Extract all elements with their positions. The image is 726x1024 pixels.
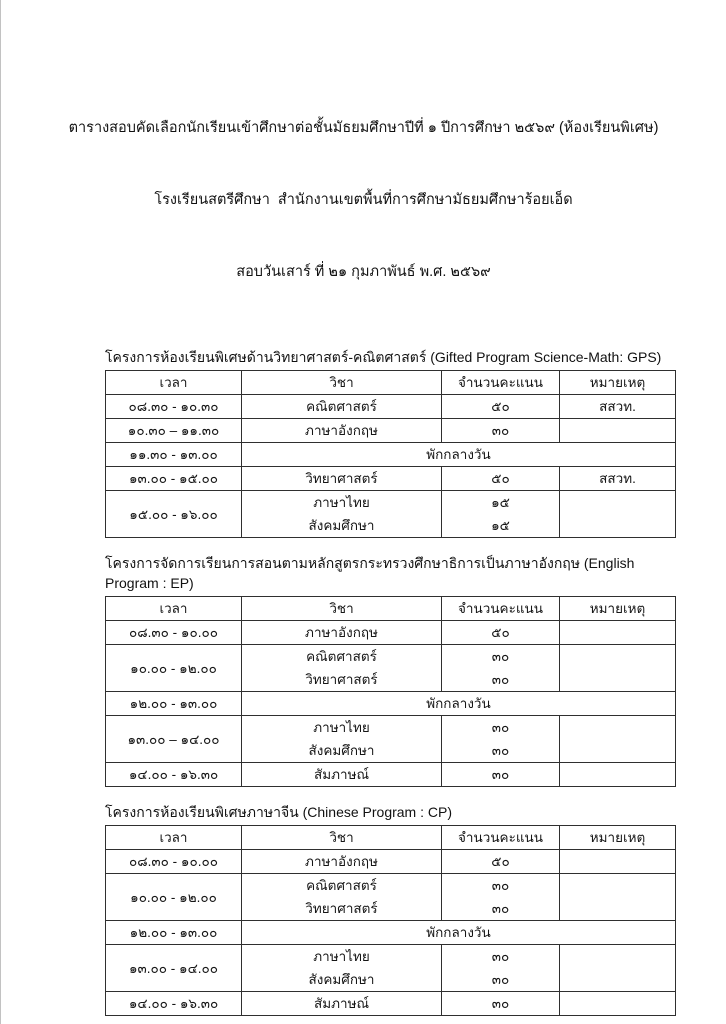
table-header — [106, 597, 676, 621]
subject-line: คณิตศาสตร์ — [306, 399, 377, 414]
subject-cell — [242, 621, 442, 645]
score-cell — [442, 992, 560, 1016]
time-cell: ๑๔.๐๐ - ๑๖.๓๐ — [106, 992, 242, 1016]
program-table — [105, 370, 676, 538]
subject-line: ภาษาอังกฤษ — [305, 625, 378, 640]
score-cell — [442, 716, 560, 763]
score-line: ๓๐ — [491, 720, 510, 735]
remark-cell: สสวท. — [560, 395, 676, 419]
column-header: จำนวนคะแนน — [442, 597, 560, 621]
remark-cell — [560, 645, 676, 692]
table-row — [106, 874, 676, 921]
subject-line: ภาษาอังกฤษ — [305, 854, 378, 869]
column-header: วิชา — [242, 597, 442, 621]
time-cell: ๐๘.๓๐ - ๑๐.๐๐ — [106, 850, 242, 874]
column-header: เวลา — [106, 371, 242, 395]
time-cell: ๑๐.๐๐ - ๑๒.๐๐ — [106, 645, 242, 692]
time-cell: ๑๓.๐๐ - ๑๔.๐๐ — [106, 945, 242, 992]
table-row — [106, 645, 676, 692]
header-row — [106, 597, 676, 621]
score-cell — [442, 874, 560, 921]
column-header: หมายเหตุ — [560, 597, 676, 621]
score-line: ๓๐ — [491, 949, 510, 964]
score-line: ๓๐ — [491, 878, 510, 893]
column-header: จำนวนคะแนน — [442, 371, 560, 395]
score-line: ๑๕ — [491, 518, 510, 533]
table-row — [106, 716, 676, 763]
table-row — [106, 692, 676, 716]
lunch-break-cell: พักกลางวัน — [242, 443, 676, 467]
document-title-line-2: โรงเรียนสตรีศึกษา สำนักงานเขตพื้นที่การศึกษามัธยมศึกษาร้อยเอ็ด — [154, 192, 573, 208]
subject-line: ภาษาไทย — [313, 949, 370, 964]
table-row — [106, 850, 676, 874]
score-cell — [442, 419, 560, 443]
score-cell — [442, 945, 560, 992]
score-line: ๓๐ — [491, 743, 510, 758]
score-cell — [442, 645, 560, 692]
document-title-block — [1, 0, 726, 332]
remark-cell — [560, 763, 676, 787]
remark-cell — [560, 419, 676, 443]
time-cell: ๐๘.๓๐ - ๑๐.๓๐ — [106, 395, 242, 419]
score-cell — [442, 850, 560, 874]
score-line: ๓๐ — [491, 767, 510, 782]
subject-cell — [242, 992, 442, 1016]
subject-line: คณิตศาสตร์ — [306, 649, 377, 664]
document-title-line-1: ตารางสอบคัดเลือกนักเรียนเข้าศึกษาต่อชั้นมัธยมศึกษาปีที่ ๑ ปีการศึกษา ๒๕๖๙ (ห้องเรียนพิเศษ) — [68, 120, 659, 136]
remark-cell — [560, 621, 676, 645]
score-cell — [442, 395, 560, 419]
subject-cell — [242, 419, 442, 443]
subject-cell — [242, 945, 442, 992]
column-header: เวลา — [106, 826, 242, 850]
lunch-break-cell: พักกลางวัน — [242, 692, 676, 716]
document-body — [105, 347, 677, 1016]
time-cell: ๑๔.๐๐ - ๑๖.๓๐ — [106, 763, 242, 787]
subject-line: ภาษาอังกฤษ — [305, 423, 378, 438]
table-body — [106, 850, 676, 1016]
remark-cell — [560, 945, 676, 992]
document-title-line-3: สอบวันเสาร์ ที่ ๒๑ กุมภาพันธ์ พ.ศ. ๒๕๖๙ — [236, 264, 491, 280]
subject-line: สังคมศึกษา — [308, 743, 375, 758]
program-table — [105, 596, 676, 787]
program-caption: โครงการห้องเรียนพิเศษภาษาจีน (Chinese Program : CP) — [105, 804, 452, 820]
program-caption: โครงการห้องเรียนพิเศษด้านวิทยาศาสตร์-คณิตศาสตร์ (Gifted Program Science-Math: GPS) — [105, 349, 662, 365]
score-line: ๓๐ — [491, 996, 510, 1011]
time-cell: ๑๒.๐๐ - ๑๓.๐๐ — [106, 692, 242, 716]
score-cell — [442, 763, 560, 787]
table-header — [106, 826, 676, 850]
column-header: เวลา — [106, 597, 242, 621]
time-cell: ๐๘.๓๐ - ๑๐.๐๐ — [106, 621, 242, 645]
column-header: จำนวนคะแนน — [442, 826, 560, 850]
score-line: ๓๐ — [491, 649, 510, 664]
score-line: ๕๐ — [491, 471, 510, 486]
score-cell — [442, 621, 560, 645]
remark-cell — [560, 716, 676, 763]
table-row — [106, 992, 676, 1016]
remark-cell — [560, 491, 676, 538]
remark-cell — [560, 874, 676, 921]
score-cell — [442, 491, 560, 538]
subject-cell — [242, 467, 442, 491]
score-line: ๓๐ — [491, 972, 510, 987]
subject-cell — [242, 491, 442, 538]
header-row — [106, 371, 676, 395]
subject-line: สัมภาษณ์ — [313, 767, 370, 782]
subject-cell — [242, 395, 442, 419]
subject-line: ภาษาไทย — [313, 495, 370, 510]
time-cell: ๑๓.๐๐ – ๑๔.๐๐ — [106, 716, 242, 763]
subject-cell — [242, 645, 442, 692]
remark-cell: สสวท. — [560, 467, 676, 491]
table-row — [106, 443, 676, 467]
table-row — [106, 419, 676, 443]
table-row — [106, 467, 676, 491]
subject-line: วิทยาศาสตร์ — [305, 471, 378, 486]
table-row — [106, 763, 676, 787]
subject-line: วิทยาศาสตร์ — [305, 672, 378, 687]
score-line: ๓๐ — [491, 672, 510, 687]
time-cell: ๑๓.๐๐ - ๑๕.๐๐ — [106, 467, 242, 491]
score-line: ๕๐ — [491, 399, 510, 414]
subject-line: วิทยาศาสตร์ — [305, 901, 378, 916]
time-cell: ๑๐.๓๐ – ๑๑.๓๐ — [106, 419, 242, 443]
score-cell — [442, 467, 560, 491]
time-cell: ๑๒.๐๐ - ๑๓.๐๐ — [106, 921, 242, 945]
score-line: ๓๐ — [491, 901, 510, 916]
column-header: หมายเหตุ — [560, 371, 676, 395]
score-line: ๕๐ — [491, 854, 510, 869]
table-row — [106, 491, 676, 538]
section-gifted-program — [105, 347, 677, 538]
time-cell: ๑๕.๐๐ - ๑๖.๐๐ — [106, 491, 242, 538]
score-line: ๕๐ — [491, 625, 510, 640]
column-header: หมายเหตุ — [560, 826, 676, 850]
subject-line: สังคมศึกษา — [308, 518, 375, 533]
subject-cell — [242, 763, 442, 787]
subject-line: สังคมศึกษา — [308, 972, 375, 987]
table-header — [106, 371, 676, 395]
remark-cell — [560, 850, 676, 874]
table-body — [106, 395, 676, 538]
remark-cell — [560, 992, 676, 1016]
lunch-break-cell: พักกลางวัน — [242, 921, 676, 945]
table-row — [106, 945, 676, 992]
header-row — [106, 826, 676, 850]
column-header: วิชา — [242, 371, 442, 395]
subject-line: ภาษาไทย — [313, 720, 370, 735]
table-row — [106, 921, 676, 945]
subject-cell — [242, 850, 442, 874]
time-cell: ๑๑.๓๐ - ๑๓.๐๐ — [106, 443, 242, 467]
table-body — [106, 621, 676, 787]
section-english-program — [105, 553, 677, 787]
subject-cell — [242, 716, 442, 763]
subject-cell — [242, 874, 442, 921]
section-chinese-program — [105, 802, 677, 1016]
program-table — [105, 825, 676, 1016]
subject-line: สัมภาษณ์ — [313, 996, 370, 1011]
score-line: ๑๕ — [491, 495, 510, 510]
score-line: ๓๐ — [491, 423, 510, 438]
column-header: วิชา — [242, 826, 442, 850]
program-caption: โครงการจัดการเรียนการสอนตามหลักสูตรกระทรวงศึกษาธิการเป็นภาษาอังกฤษ (English Program : EP) — [105, 555, 635, 591]
table-row — [106, 621, 676, 645]
subject-line: คณิตศาสตร์ — [306, 878, 377, 893]
table-row — [106, 395, 676, 419]
time-cell: ๑๐.๐๐ - ๑๒.๐๐ — [106, 874, 242, 921]
